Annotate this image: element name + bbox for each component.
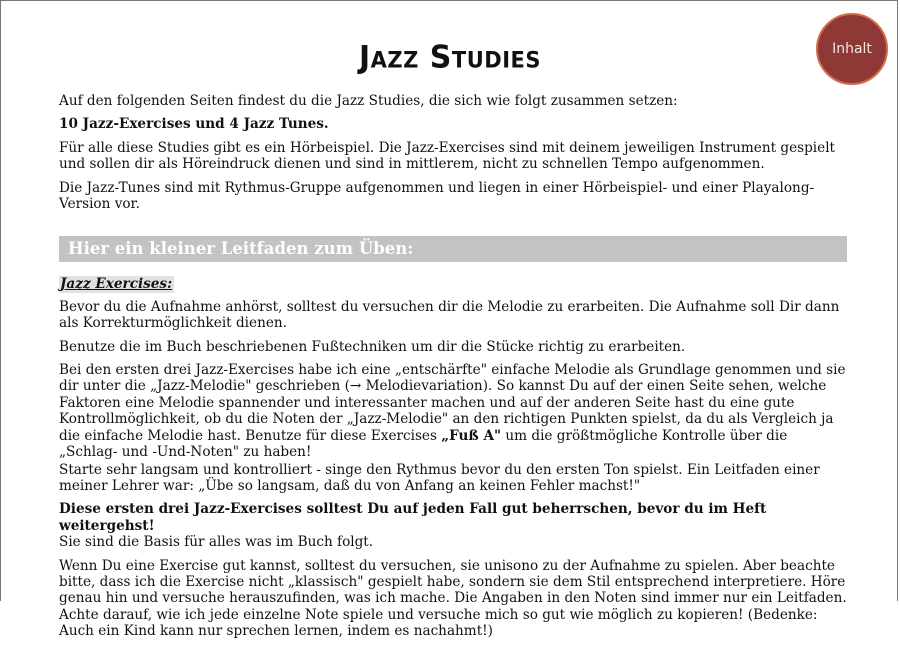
subheading-jazz-exercises: Jazz Exercises: (60, 276, 173, 293)
paragraph-5-line2: Sie sind die Basis für alles was im Buch folgt. (59, 534, 374, 551)
intro-paragraph-1: Auf den folgenden Seiten findest du die Jazz Studies, die sich wie folgt zusammen setzen: (59, 93, 678, 109)
paragraph-5-bold: Diese ersten drei Jazz-Exercises solltest Du auf jeden Fall gut beherrschen, bevor du im Heft weitergehst! (59, 501, 767, 534)
intro-paragraph-3: Für alle diese Studies gibt es ein Hörbeispiel. Die Jazz-Exercises sind mit deinem jeweiligen Instrument gespielt und sollen dir als Höreindruck dienen und sind in mittlerem, nicht zu schnellen Tempo aufgenommen. (59, 139, 836, 173)
section-paragraph-6: Wenn Du eine Exercise gut kannst, solltest du versuchen, sie unisono zu der Aufnahme zu spielen. Aber beachte bitte, dass ich die Exercise nicht „klassisch" gespielt habe, sondern sie dem Stil entsprechend interpretiere. Höre genau hin und versuche herauszufinden, was ich mache. Die Angaben in den Noten sind immer nur ein Leitfaden. Achte darauf, wie ich jede einzelne Note spiele und versuche mich so gut wie möglich zu kopieren! (Bedenke: Auch ein Kind kann nur sprechen lernen, indem es nachahmt!) (59, 557, 847, 640)
section-heading: Hier ein kleiner Leitfaden zum Üben: (59, 236, 847, 262)
intro-paragraph-2: 10 Jazz-Exercises und 4 Jazz Tunes. (59, 116, 329, 133)
paragraph-3-text-a: Bei den ersten drei Jazz-Exercises habe ich eine „entschärfte" einfache Melodie als Grundlage genommen und sie dir unter die „Jazz-Melodie" geschrieben (→ Melodievariation). So kannst Du auf der einen Seite sehen, welche Faktoren eine Melodie spannender und interessanter machen und auf der anderen Seite hast du eine gute Kontrollmöglichkeit, ob du die Noten der „Jazz-Melodie" an den richtigen Punkten spielst, da du als Vergleich ja die einfache Melodie hast. Benutze für diese Exercises (59, 362, 846, 444)
page-title: Jazz Studies (358, 39, 541, 76)
section-paragraph-3 (59, 362, 849, 460)
inhalt-button[interactable]: Inhalt (816, 13, 888, 85)
fuss-a-emphasis: „Fuß A" (441, 427, 502, 444)
paragraph-3-text-b: um die größtmögliche Kontrolle über die „Schlag- und -Und-Noten" zu haben! (59, 427, 788, 461)
intro-paragraph-4: Die Jazz-Tunes sind mit Rythmus-Gruppe aufgenommen und liegen in einer Hörbeispiel- und einer Playalong-Version vor. (59, 179, 815, 213)
section-paragraph-5 (59, 501, 849, 550)
section-paragraph-1: Bevor du die Aufnahme anhörst, solltest du versuchen dir die Melodie zu erarbeiten. Die Aufnahme soll Dir dann als Korrekturmöglichkeit dienen. (59, 298, 840, 332)
section-paragraph-4: Starte sehr langsam und kontrolliert - singe den Rythmus bevor du den ersten Ton spielst. Ein Leitfaden einer meiner Lehrer war: „Übe so langsam, daß du von Anfang an keinen Fehler machst!" (59, 461, 820, 494)
document-body (59, 93, 849, 647)
section-paragraph-2: Benutze die im Buch beschriebenen Fußtechniken um dir die Stücke richtig zu erarbeiten. (59, 338, 686, 355)
